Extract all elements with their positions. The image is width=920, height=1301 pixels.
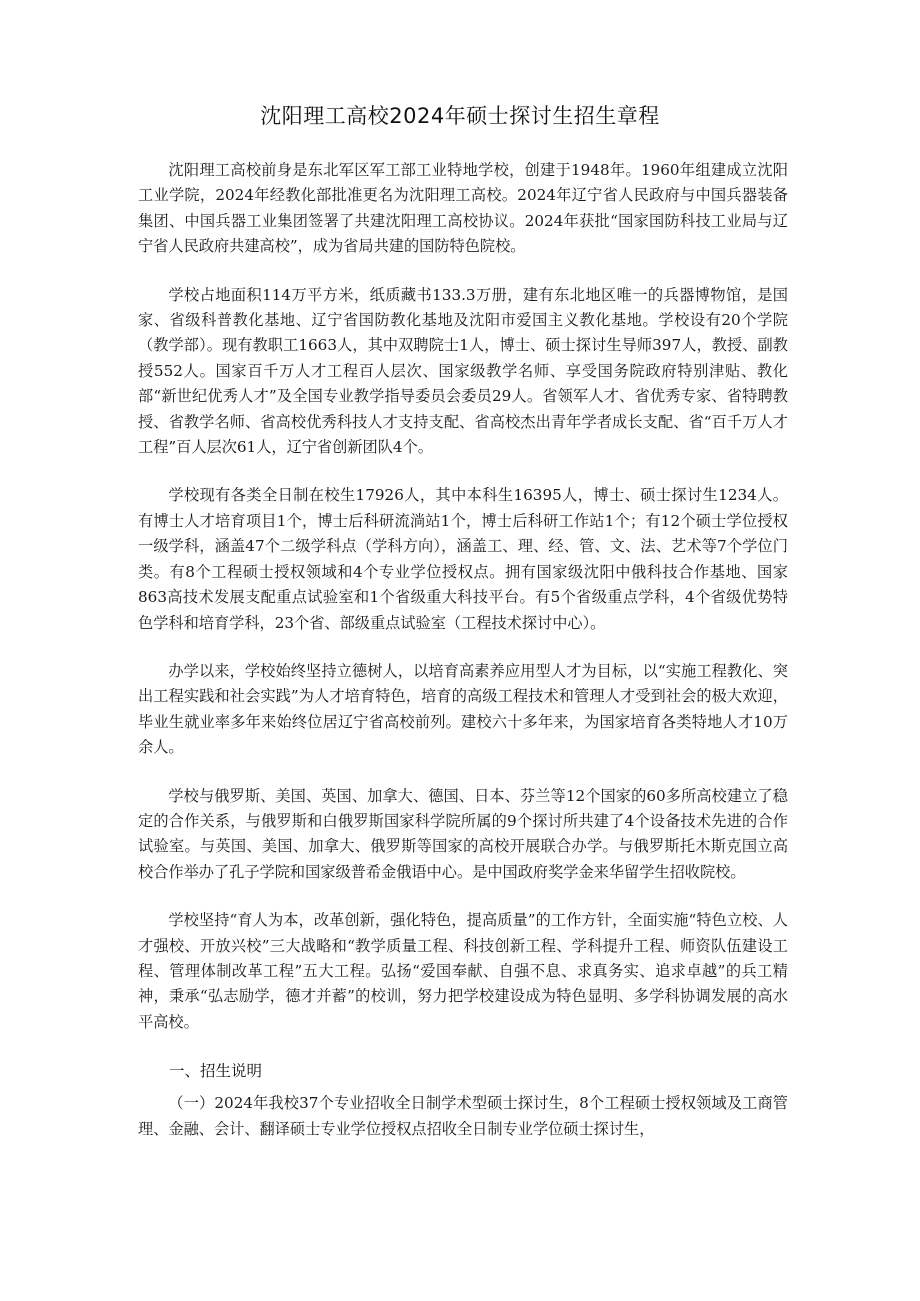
paragraph-education-philosophy: 办学以来，学校始终坚持立德树人，以培育高素养应用型人才为目标，以“实施工程教化、突出工程实践和社会实践”为人才培育特色，培育的高级工程技术和管理人才受到社会的极大欢迎，毕业生就业率多年来始终位居辽宁省高校前列。建校六十多年来，为国家培育各类特地人才10万余人。: [138, 661, 788, 757]
paragraph-campus-faculty: 学校占地面积114万平方米，纸质藏书133.3万册，建有东北地区唯一的兵器博物馆，是国家、省级科普教化基地、辽宁省国防教化基地及沈阳市爱国主义教化基地。学校设有20个学院（教学部）。现有教职工1663人，其中双聘院士1人，博士、硕士探讨生导师397人，教授、副教授552人。国家百千万人才工程百人层次、国家级教学名师、享受国务院政府特别津贴、教化部“新世纪优秀人才”及全国专业教学指导委员会委员29人。省领军人才、省优秀专家、省特聘教授、省教学名师、省高校优秀科技人才支持支配、省高校杰出青年学者成长支配、省“百千万人才工程”百人层次61人，辽宁省创新团队4个。: [138, 285, 788, 457]
document-title: 沈阳理工高校2024年硕士探讨生招生章程: [260, 104, 660, 128]
section-heading: 一、招生说明: [169, 1062, 263, 1081]
paragraph-students-disciplines: 学校现有各类全日制在校生17926人，其中本科生16395人，博士、硕士探讨生1234人。有博士人才培育项目1个，博士后科研流淌站1个，博士后科研工作站1个；有12个硕士学位授权一级学科，涵盖47个二级学科点（学科方向），涵盖工、理、经、管、文、法、艺术等7个学位门类。有8个工程硕士授权领域和4个专业学位授权点。拥有国家级沈阳中俄科技合作基地、国家863高技术发展支配重点试验室和1个省级重大科技平台。有5个省级重点学科，4个省级优势特色学科和培育学科，23个省、部级重点试验室（工程技术探讨中心）。: [138, 486, 788, 632]
paragraph-history: 沈阳理工高校前身是东北军区军工部工业特地学校，创建于1948年。1960年组建成立沈阳工业学院，2024年经教化部批准更名为沈阳理工高校。2024年辽宁省人民政府与中国兵器装备集团、中国兵器工业集团签署了共建沈阳理工高校协议。2024年获批“国家国防科技工业局与辽宁省人民政府共建高校”，成为省局共建的国防特色院校。: [138, 161, 788, 256]
paragraph-international-cooperation: 学校与俄罗斯、美国、英国、加拿大、德国、日本、芬兰等12个国家的60多所高校建立了稳定的合作关系，与俄罗斯和白俄罗斯国家科学院所属的9个探讨所共建了4个设备技术先进的合作试验室。与英国、美国、加拿大、俄罗斯等国家的高校开展联合办学。与俄罗斯托木斯克国立高校合作举办了孔子学院和国家级普希金俄语中心。是中国政府奖学金来华留学生招收院校。: [138, 786, 788, 881]
paragraph-development-strategy: 学校坚持“育人为本，改革创新，强化特色，提高质量”的工作方针，全面实施“特色立校、人才强校、开放兴校”三大战略和“教学质量工程、科技创新工程、学科提升工程、师资队伍建设工程、管理体制改革工程”五大工程。弘扬“爱国奉献、自强不息、求真务实、追求卓越”的兵工精神，秉承“弘志励学，德才并蓄”的校训，努力把学校建设成为特色显明、多学科协调发展的高水平高校。: [138, 911, 788, 1031]
paragraph-enrollment-note: （一）2024年我校37个专业招收全日制学术型硕士探讨生，8个工程硕士授权领域及工商管理、金融、会计、翻译硕士专业学位授权点招收全日制专业学位硕士探讨生，: [138, 1094, 788, 1138]
document-body: [138, 158, 788, 1142]
